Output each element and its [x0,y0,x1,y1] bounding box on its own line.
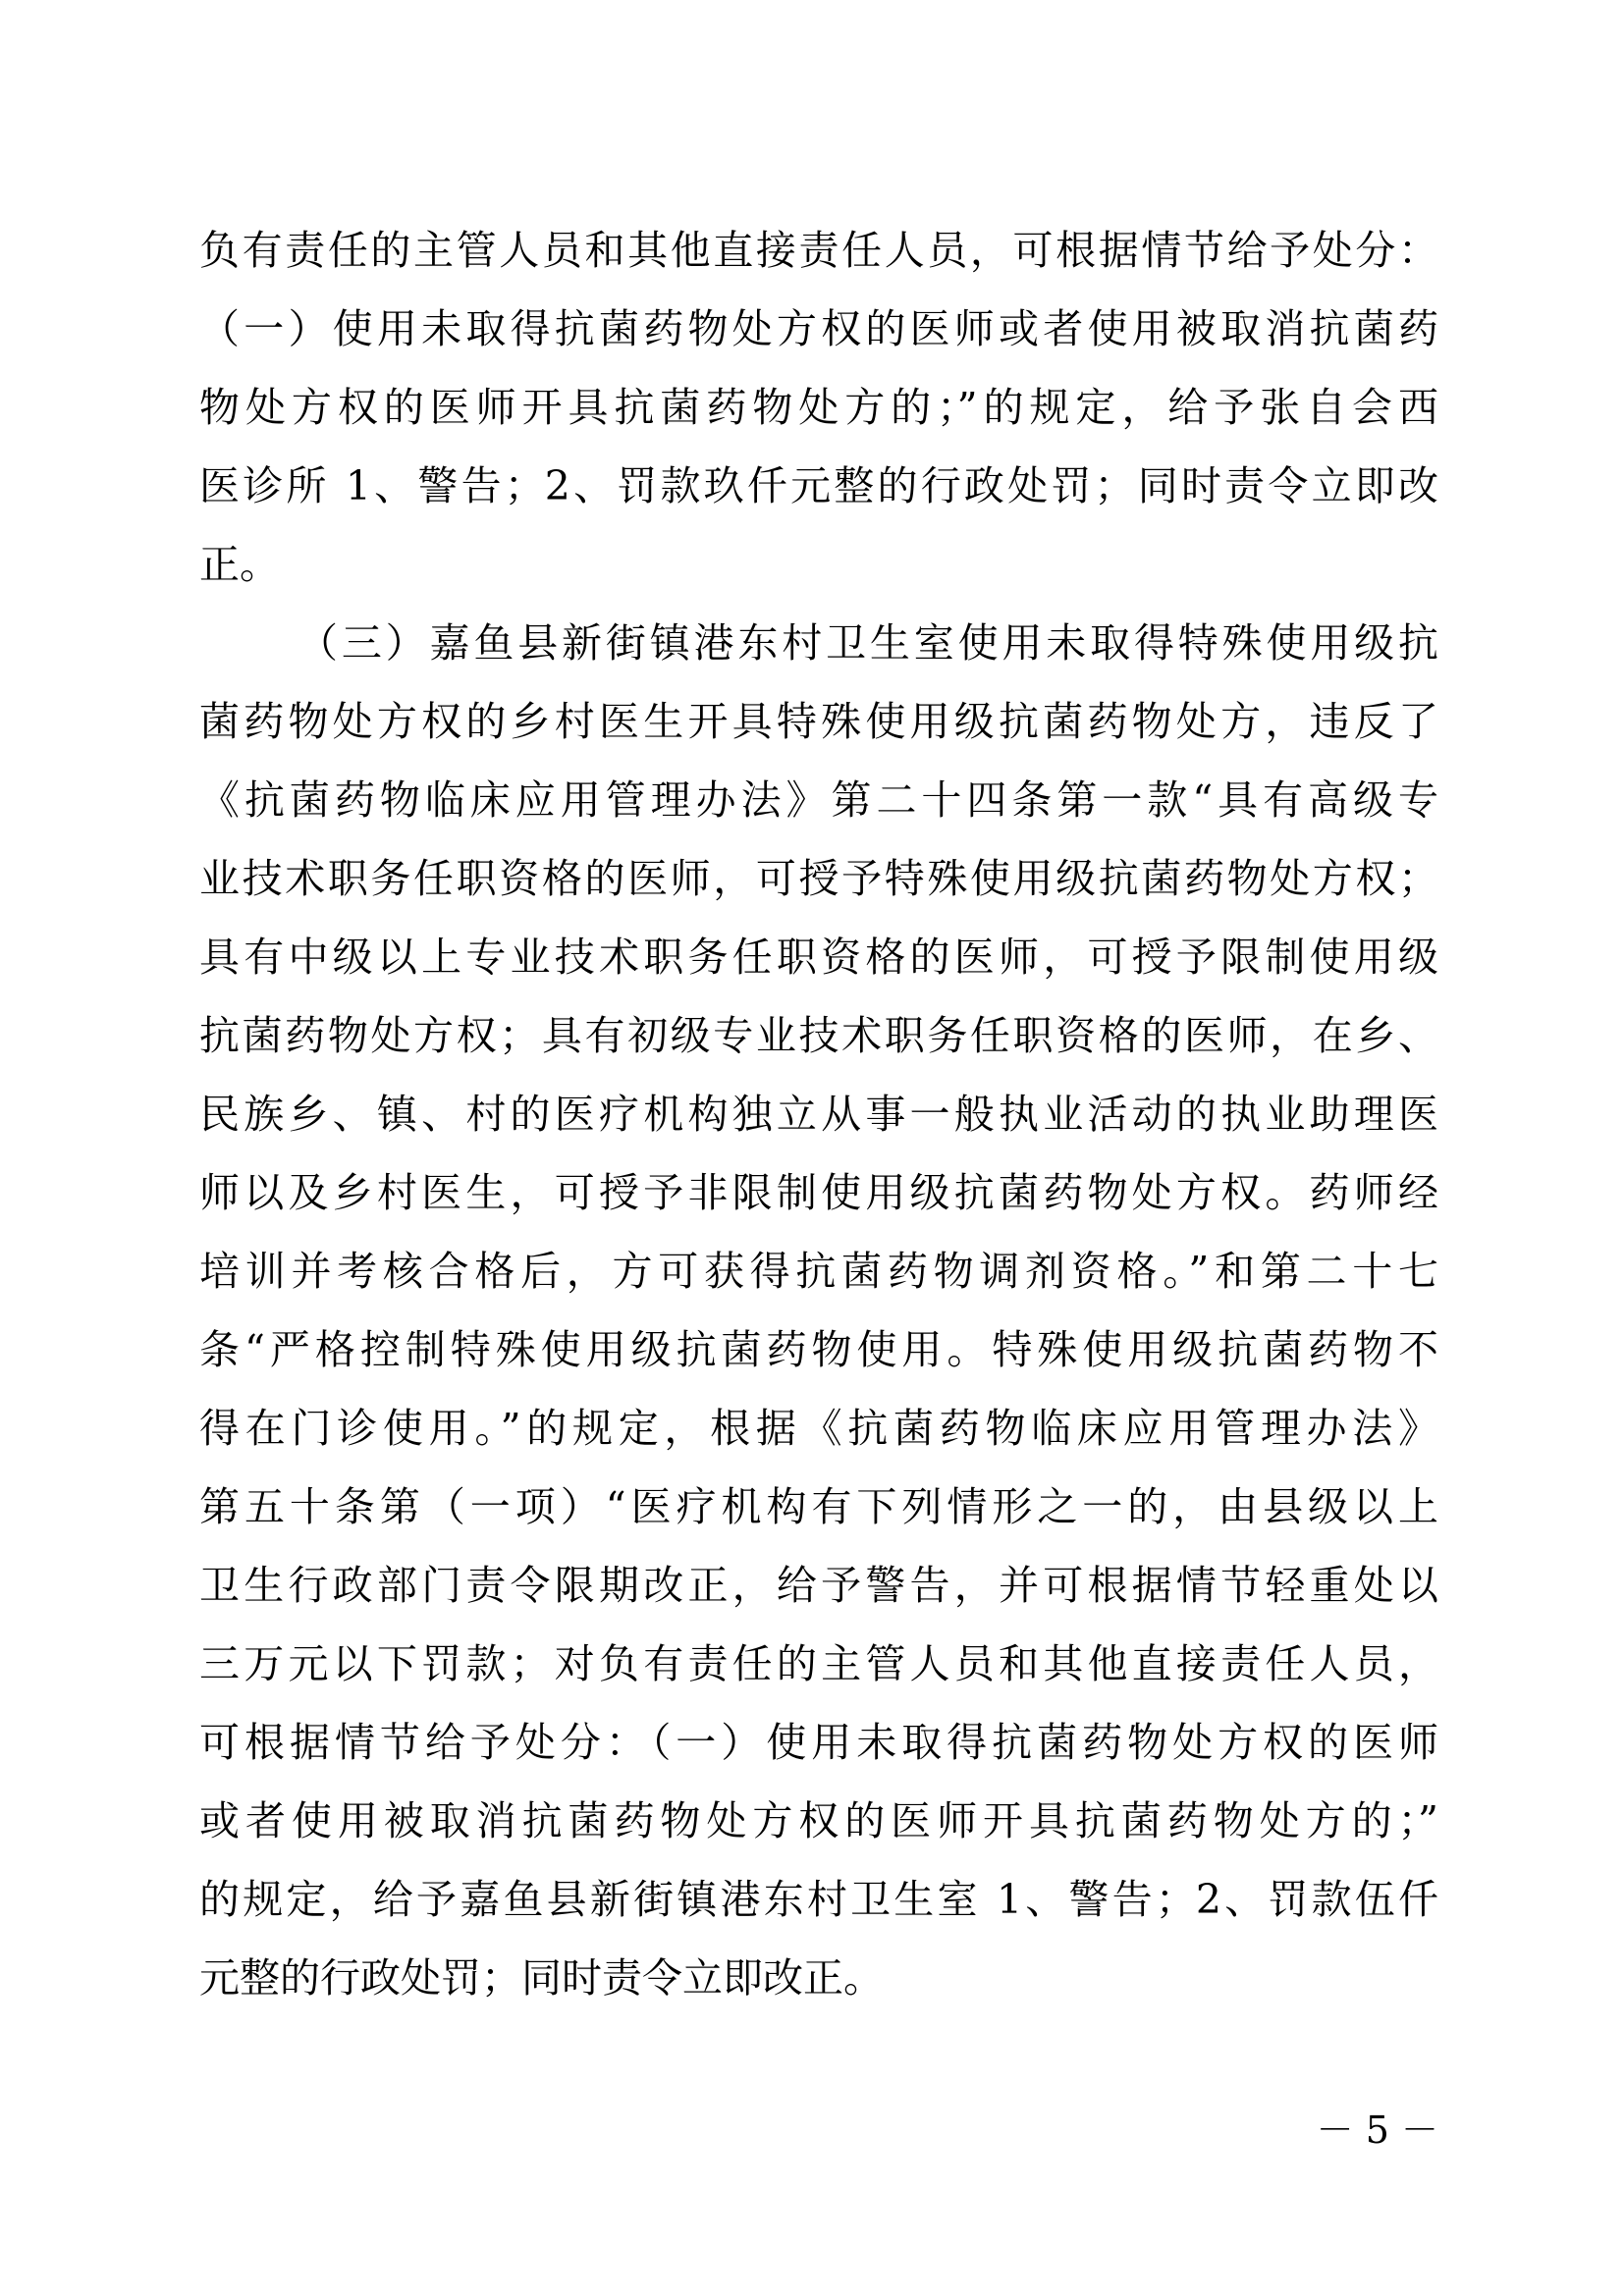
text-line: 师以及乡村医生，可授予非限制使用级抗菌药物处方权。药师经 [199,1169,1438,1216]
text-line: 负有责任的主管人员和其他直接责任人员，可根据情节给予处分： [199,227,1438,274]
text-line: 物处方权的医师开具抗菌药物处方的；”的规定，给予张自会西 [199,384,1438,431]
text-line: 或者使用被取消抗菌药物处方权的医师开具抗菌药物处方的；” [199,1797,1438,1844]
text-line: （三）嘉鱼县新街镇港东村卫生室使用未取得特殊使用级抗 [298,619,1438,667]
text-line: 的规定，给予嘉鱼县新街镇港东村卫生室 1、警告；2、罚款伍仟 [199,1876,1438,1923]
text-line: 元整的行政处罚；同时责令立即改正。 [199,1954,884,2002]
text-line: 可根据情节给予处分：（一）使用未取得抗菌药物处方权的医师 [199,1719,1438,1766]
text-line: （一）使用未取得抗菌药物处方权的医师或者使用被取消抗菌药 [199,305,1438,352]
text-line: 卫生行政部门责令限期改正，给予警告，并可根据情节轻重处以 [199,1562,1438,1609]
text-line: 正。 [199,541,280,588]
text-line: 菌药物处方权的乡村医生开具特殊使用级抗菌药物处方，违反了 [199,698,1438,745]
text-line: 医诊所 1、警告；2、罚款玖仟元整的行政处罚；同时责令立即改 [199,462,1438,509]
text-line: 条“严格控制特殊使用级抗菌药物使用。特殊使用级抗菌药物不 [199,1326,1438,1373]
page-number: － 5 － [1316,2109,1438,2152]
text-line: 得在门诊使用。”的规定，根据《抗菌药物临床应用管理办法》 [199,1405,1438,1452]
text-line: 培训并考核合格后，方可获得抗菌药物调剂资格。”和第二十七 [199,1248,1438,1295]
text-line: 三万元以下罚款；对负有责任的主管人员和其他直接责任人员， [199,1640,1438,1687]
text-line: 《抗菌药物临床应用管理办法》第二十四条第一款“具有高级专 [199,776,1438,824]
text-line: 抗菌药物处方权；具有初级专业技术职务任职资格的医师，在乡、 [199,1012,1438,1059]
text-line: 具有中级以上专业技术职务任职资格的医师，可授予限制使用级 [199,934,1438,981]
text-line: 第五十条第（一项）“医疗机构有下列情形之一的，由县级以上 [199,1483,1438,1530]
text-line: 业技术职务任职资格的医师，可授予特殊使用级抗菌药物处方权； [199,855,1438,902]
text-line: 民族乡、镇、村的医疗机构独立从事一般执业活动的执业助理医 [199,1091,1438,1138]
